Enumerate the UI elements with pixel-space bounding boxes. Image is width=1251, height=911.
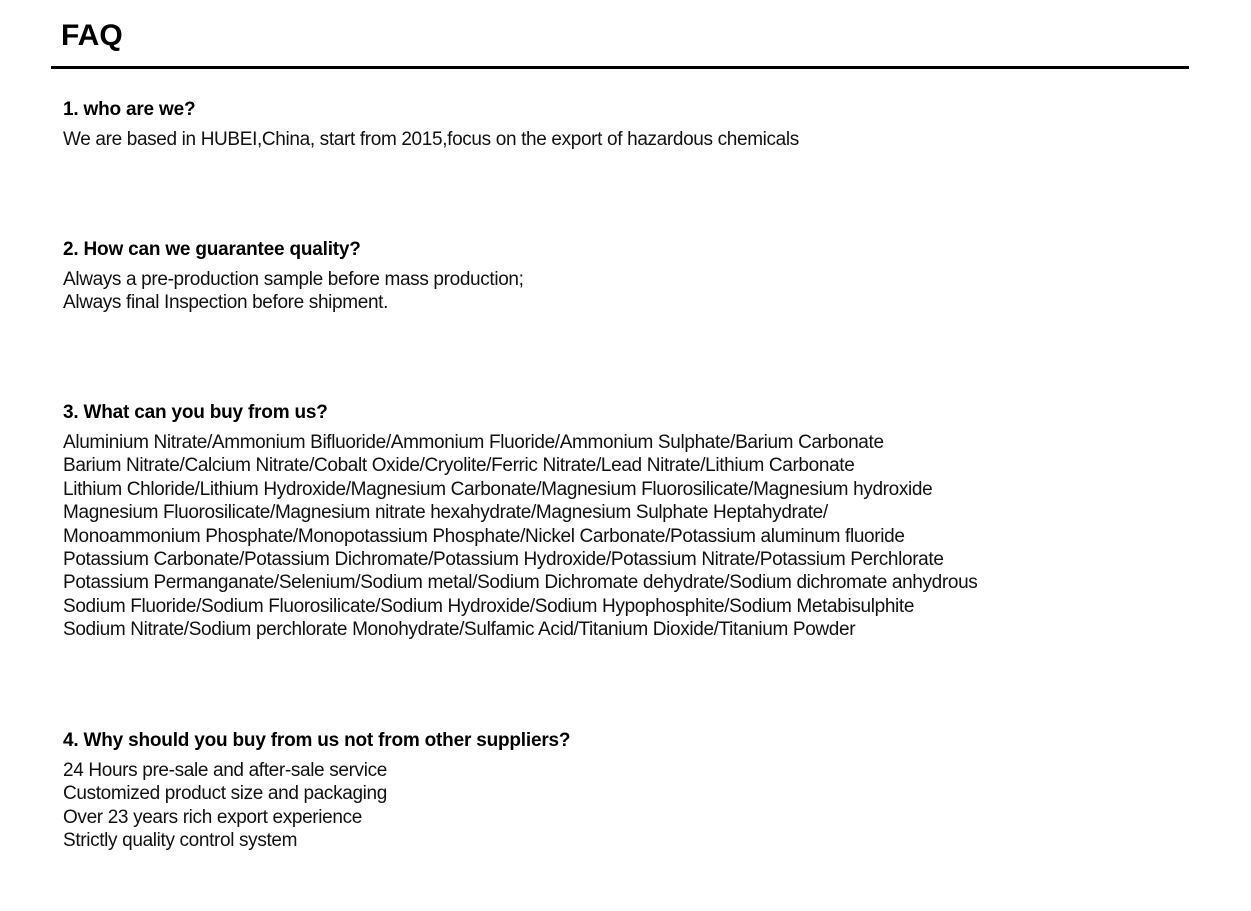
faq-question: 2. How can we guarantee quality? [63,239,361,260]
product-line: Aluminium Nitrate/Ammonium Bifluoride/Ammonium Fluoride/Ammonium Sulphate/Barium Carbonate [63,432,884,453]
product-line: Lithium Chloride/Lithium Hydroxide/Magnesium Carbonate/Magnesium Fluorosilicate/Magnesium hydroxide [63,478,933,500]
answer-line: We are based in HUBEI,China, start from 2015,focus on the export of hazardous chemicals [63,129,799,150]
faq-question: 1. who are we? [63,99,196,120]
faq-answer [63,268,1213,315]
faq-item-why-us [63,729,1213,853]
answer-line: Customized product size and packaging [63,783,387,805]
faq-answer [63,759,1213,853]
product-list [63,431,1213,642]
faq-item-who-are-we [63,98,1213,151]
answer-line: Over 23 years rich export experience [63,806,362,828]
product-line: Sodium Nitrate/Sodium perchlorate Monohydrate/Sulfamic Acid/Titanium Dioxide/Titanium Powder [63,619,856,641]
faq-item-quality-guarantee [63,238,1213,315]
product-line: Barium Nitrate/Calcium Nitrate/Cobalt Oxide/Cryolite/Ferric Nitrate/Lead Nitrate/Lithium Carbonate [63,455,855,477]
product-line: Magnesium Fluorosilicate/Magnesium nitrate hexahydrate/Magnesium Sulphate Heptahydrate/ [63,502,828,524]
answer-line: Strictly quality control system [63,830,298,852]
answer-line: 24 Hours pre-sale and after-sale service [63,760,387,781]
faq-question: 4. Why should you buy from us not from other suppliers? [63,730,571,751]
title-divider [51,66,1189,69]
faq-question: 3. What can you buy from us? [63,402,328,423]
page-title: FAQ [61,19,123,52]
product-line: Monoammonium Phosphate/Monopotassium Phosphate/Nickel Carbonate/Potassium aluminum fluoride [63,525,905,547]
answer-line: Always a pre-production sample before mass production; [63,269,524,290]
product-line: Sodium Fluoride/Sodium Fluorosilicate/Sodium Hydroxide/Sodium Hypophosphite/Sodium Metabisulphite [63,595,915,617]
product-line: Potassium Carbonate/Potassium Dichromate/Potassium Hydroxide/Potassium Nitrate/Potassium Perchlorate [63,549,944,571]
faq-item-product-list [63,401,1213,642]
answer-line: Always final Inspection before shipment. [63,292,389,314]
product-line: Potassium Permanganate/Selenium/Sodium metal/Sodium Dichromate dehydrate/Sodium dichromate anhydrous [63,572,978,594]
faq-answer [63,128,1213,151]
